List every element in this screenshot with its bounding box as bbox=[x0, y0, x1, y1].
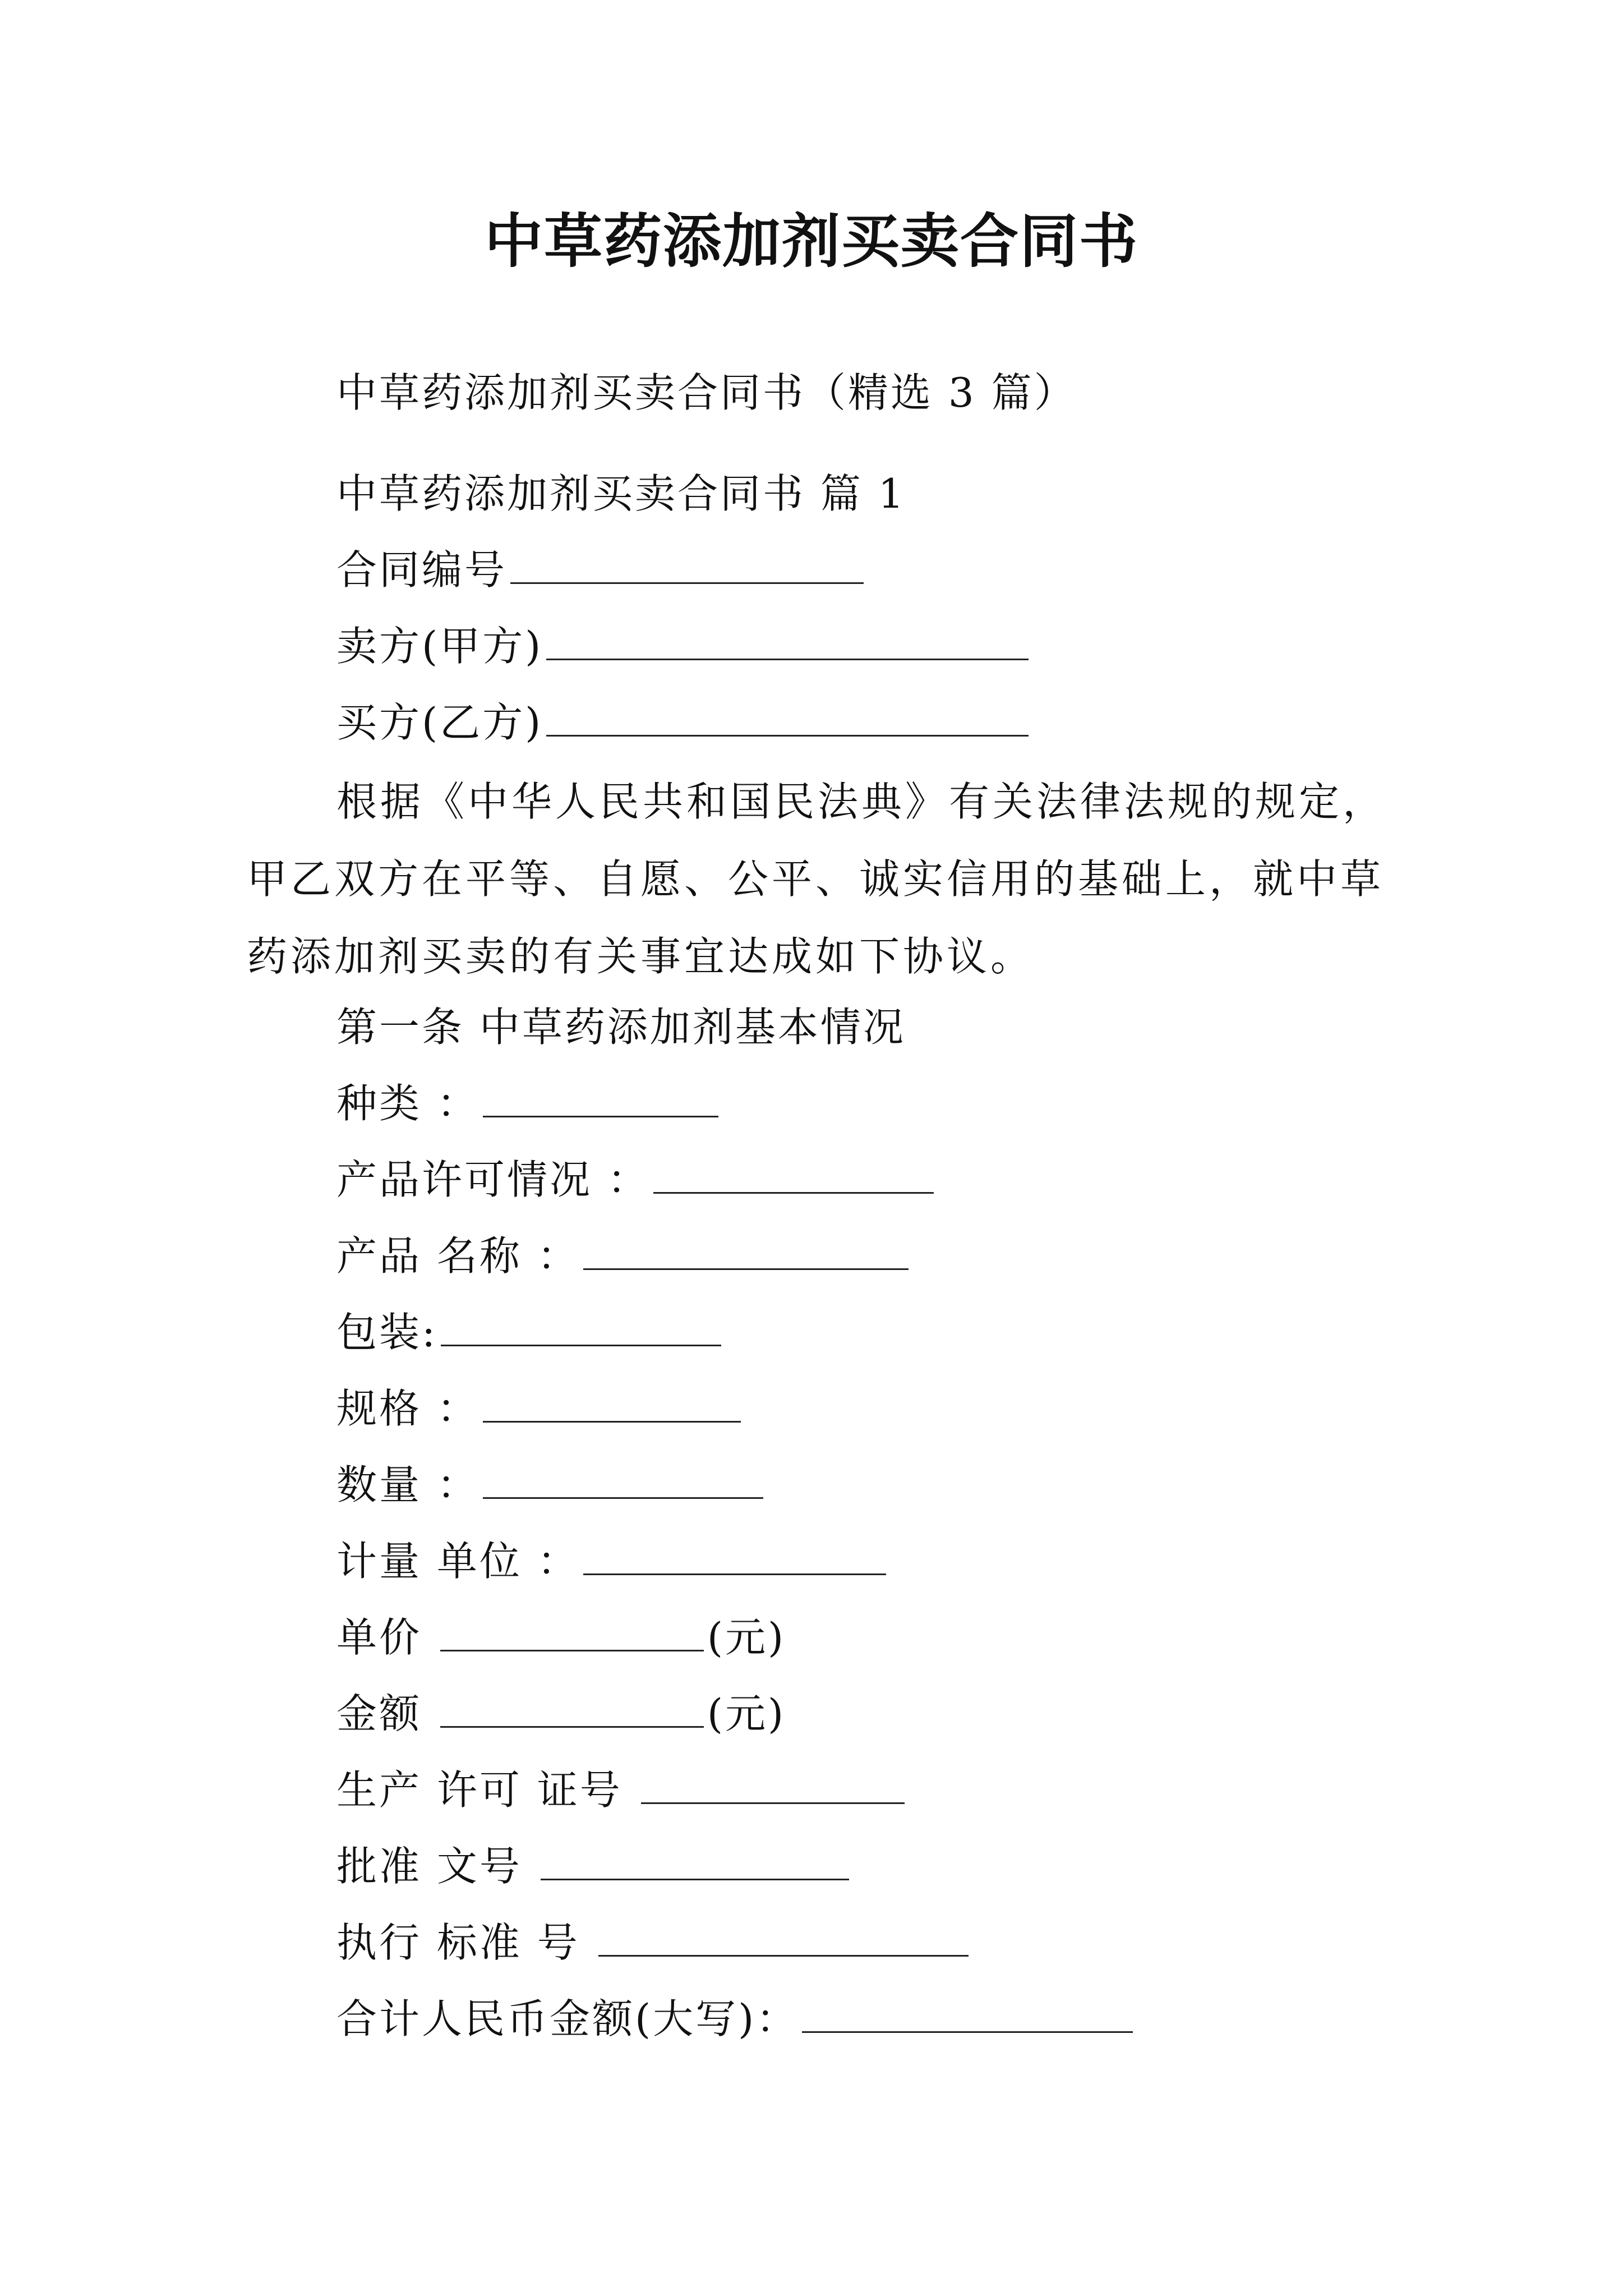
buyer-blank[interactable] bbox=[546, 696, 1029, 737]
unit-label: 计量 单位 ： bbox=[336, 1538, 580, 1585]
product-name-label: 产品 名称 ： bbox=[336, 1232, 580, 1280]
packaging-row bbox=[336, 1304, 721, 1360]
approval-number-blank[interactable] bbox=[541, 1839, 849, 1880]
type-label: 种类 ： bbox=[336, 1080, 479, 1127]
contract-number-blank[interactable] bbox=[510, 543, 864, 584]
type-row bbox=[336, 1075, 718, 1131]
packaging-label: 包装: bbox=[336, 1309, 438, 1356]
standard-number-row bbox=[336, 1915, 969, 1971]
type-blank[interactable] bbox=[483, 1076, 718, 1117]
contract-number-row bbox=[336, 542, 864, 598]
unit-blank[interactable] bbox=[583, 1534, 886, 1575]
packaging-blank[interactable] bbox=[441, 1305, 721, 1346]
contract-number-label: 合同编号 bbox=[336, 546, 508, 593]
document-title: 中草药添加剂买卖合同书 bbox=[484, 206, 1138, 275]
production-license-row bbox=[336, 1762, 905, 1818]
quantity-blank[interactable] bbox=[483, 1458, 763, 1499]
section-heading: 中草药添加剂买卖合同书 篇 1 bbox=[336, 470, 906, 517]
product-name-row bbox=[336, 1228, 909, 1284]
buyer-row bbox=[336, 694, 1029, 751]
total-rmb-label: 合计人民币金额(大写)： bbox=[336, 1995, 799, 2042]
quantity-label: 数量 ： bbox=[336, 1461, 479, 1508]
license-status-blank[interactable] bbox=[653, 1153, 934, 1194]
approval-number-row bbox=[336, 1838, 849, 1894]
seller-blank[interactable] bbox=[546, 619, 1029, 660]
unit-price-label: 单价 bbox=[336, 1614, 437, 1661]
seller-row bbox=[336, 618, 1029, 674]
spec-row bbox=[336, 1381, 741, 1437]
article1-heading: 第一条 中草药添加剂基本情况 bbox=[336, 1004, 906, 1051]
standard-number-blank[interactable] bbox=[598, 1916, 969, 1957]
product-name-blank[interactable] bbox=[583, 1229, 909, 1270]
license-status-row bbox=[336, 1152, 934, 1208]
amount-row bbox=[336, 1686, 786, 1742]
quantity-row bbox=[336, 1457, 763, 1513]
amount-blank[interactable] bbox=[440, 1687, 704, 1728]
amount-suffix: (元) bbox=[707, 1690, 786, 1737]
production-license-blank[interactable] bbox=[641, 1763, 905, 1804]
total-rmb-blank[interactable] bbox=[802, 1992, 1133, 2033]
standard-number-label: 执行 标准 号 bbox=[336, 1919, 595, 1966]
buyer-label: 买方(乙方) bbox=[336, 699, 543, 746]
unit-row bbox=[336, 1533, 886, 1589]
license-status-label: 产品许可情况 ： bbox=[336, 1156, 650, 1203]
approval-number-label: 批准 文号 bbox=[336, 1843, 537, 1890]
unit-price-row bbox=[336, 1609, 786, 1665]
unit-price-blank[interactable] bbox=[440, 1611, 704, 1651]
production-license-label: 生产 许可 证号 bbox=[336, 1766, 638, 1814]
spec-blank[interactable] bbox=[483, 1382, 741, 1423]
spec-label: 规格 ： bbox=[336, 1385, 479, 1432]
unit-price-suffix: (元) bbox=[707, 1614, 786, 1661]
total-rmb-row bbox=[336, 1991, 1133, 2047]
seller-label: 卖方(甲方) bbox=[336, 623, 543, 670]
intro-paragraph: 根据《中华人民共和国民法典》有关法律法规的规定，甲乙双方在平等、自愿、公平、诚实信用的基础上，就中草药添加剂买卖的有关事宜达成如下协议。 bbox=[247, 778, 1387, 980]
amount-label: 金额 bbox=[336, 1690, 437, 1737]
document-subtitle: 中草药添加剂买卖合同书（精选 3 篇） bbox=[336, 369, 1077, 416]
